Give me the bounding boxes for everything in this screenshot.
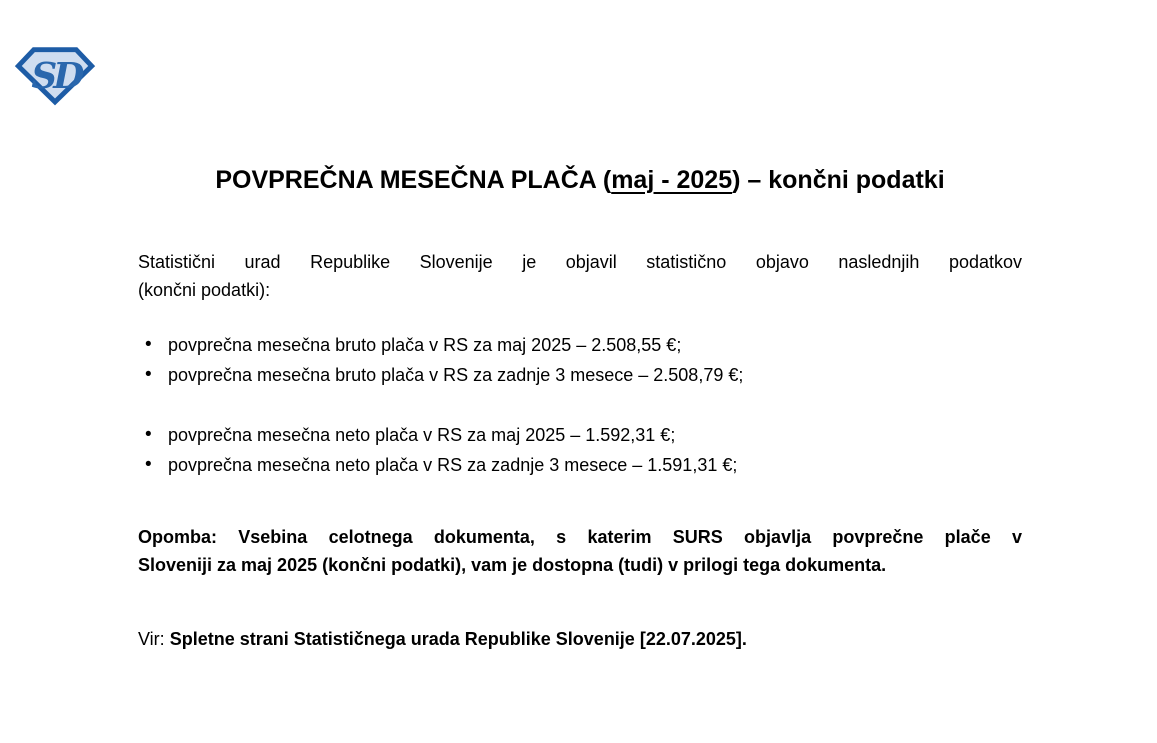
- intro-line: (končni podatki):: [138, 280, 271, 300]
- note-line: Sloveniji za maj 2025 (končni podatki), vam je dostopna (tudi) v prilogi tega dokumenta.: [138, 555, 887, 575]
- intro-paragraph: [138, 248, 1022, 304]
- note-line: Opomba: Vsebina celotnega dokumenta, s katerim SURS objavlja povprečne plače v: [138, 527, 1022, 547]
- title-period-underlined: maj - 2025: [611, 166, 733, 194]
- source-label: Vir:: [138, 629, 170, 649]
- bullet-list-bruto: [138, 330, 1022, 390]
- logo-letters: SD: [31, 55, 81, 98]
- bullet-item-bruto-maj: • povprečna mesečna bruto plača v RS za maj 2025 – 2.508,55 €;: [138, 330, 1022, 360]
- bullet-item-neto-maj: • povprečna mesečna neto plača v RS za maj 2025 – 1.592,31 €;: [138, 420, 1022, 450]
- title-prefix: POVPREČNA MESEČNA PLAČA (: [215, 166, 612, 194]
- bullet-list-neto: [138, 420, 1022, 480]
- intro-line: Statistični urad Republike Slovenije je objavil statistično objavo naslednjih podatkov: [138, 252, 1022, 272]
- bullet-item-neto-3-mesece: • povprečna mesečna neto plača v RS za zadnje 3 mesece – 1.591,31 €;: [138, 450, 1022, 480]
- note-paragraph: [138, 523, 1022, 579]
- source-line: [138, 626, 1022, 652]
- page-title: [138, 0, 1022, 196]
- title-suffix: ) – končni podatki: [732, 166, 945, 194]
- bullet-item-bruto-3-mesece: • povprečna mesečna bruto plača v RS za zadnje 3 mesece – 2.508,79 €;: [138, 360, 1022, 390]
- sd-shield-logo: [14, 44, 96, 106]
- source-text: Spletne strani Statističnega urada Republike Slovenije [22.07.2025].: [169, 629, 747, 649]
